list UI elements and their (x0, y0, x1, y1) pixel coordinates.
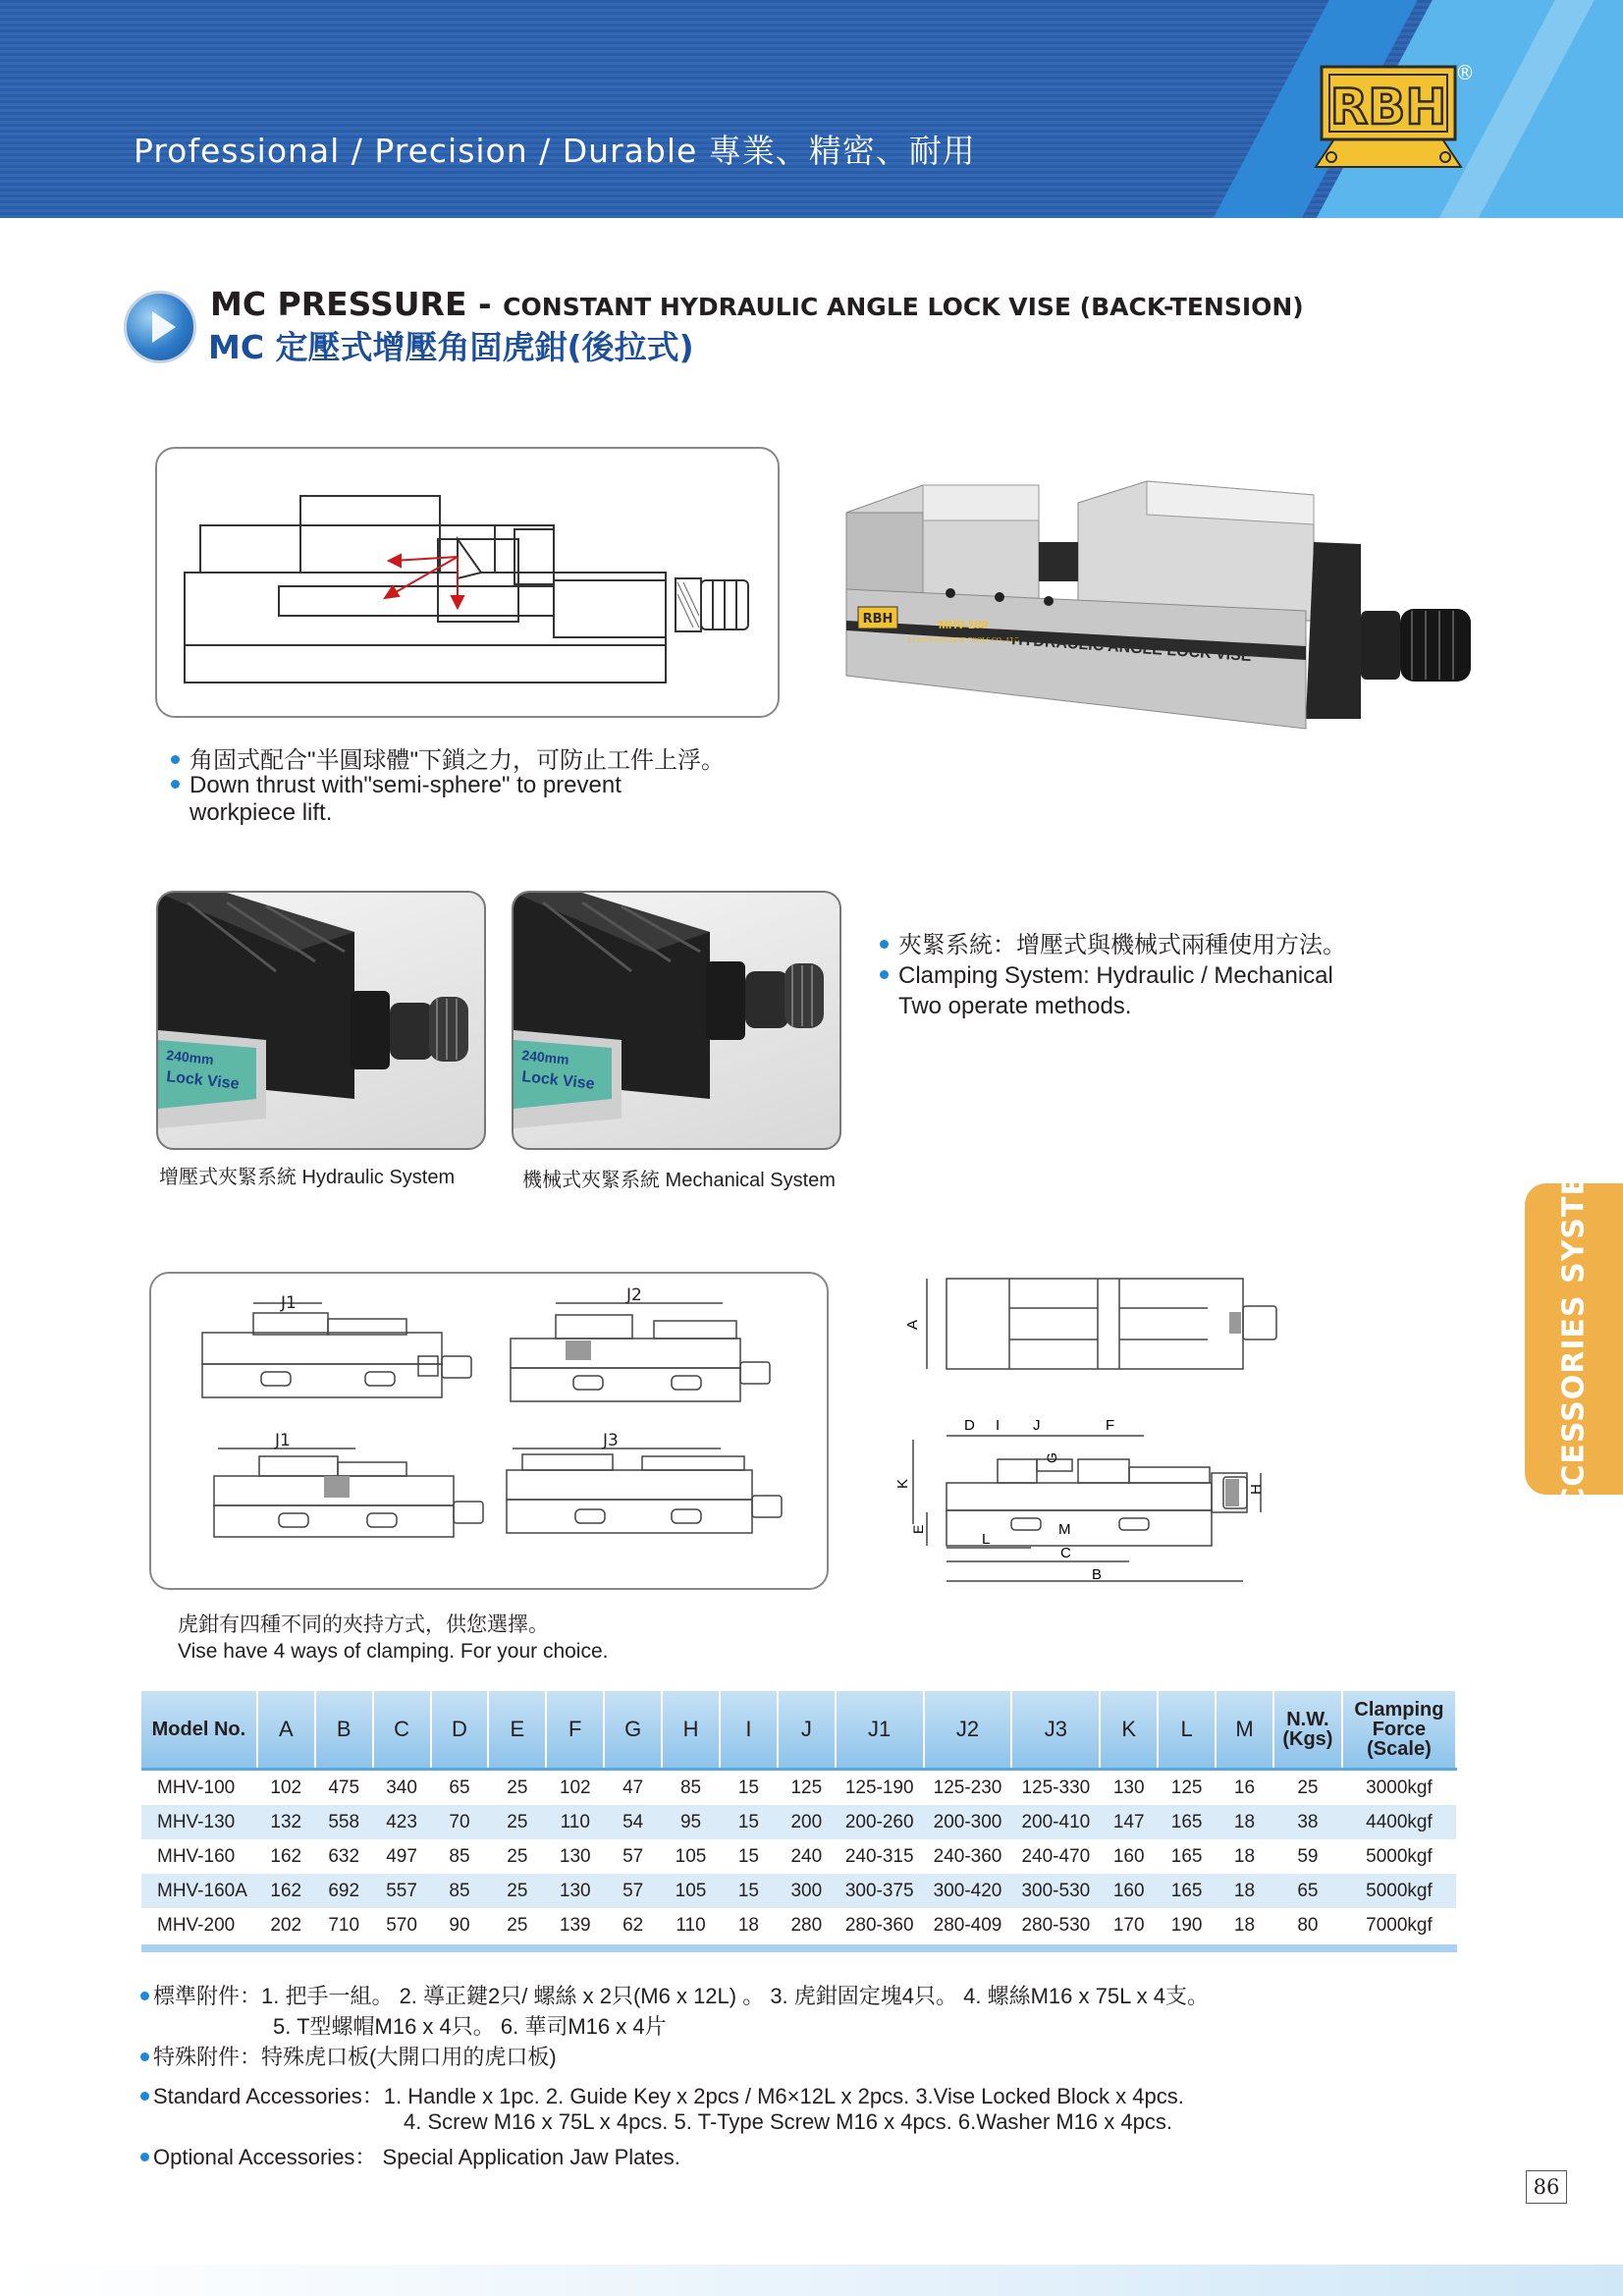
table-header: H (662, 1691, 720, 1770)
page-header (0, 0, 1623, 218)
std-accessories-en-text: Standard Accessories：1. Handle x 1pc. 2. Guide Key x 2pcs / M6×12L x 2pcs. 3.Vise Locked Block x 4pcs. (153, 2084, 1184, 2108)
spec-cell: 18 (1216, 1805, 1273, 1839)
spec-cell: 3000kgf (1366, 1777, 1433, 1798)
spec-cell: 423 (373, 1805, 431, 1839)
spec-cell: 280 (790, 1914, 823, 1936)
clamping-ways-en: Vise have 4 ways of clamping. For your choice. (178, 1640, 609, 1663)
spec-cell: 80 (1297, 1914, 1319, 1936)
table-header: D (431, 1691, 489, 1770)
table-row (141, 1770, 1456, 1806)
spec-cell: 170 (1112, 1914, 1145, 1936)
hydraulic-system-photo (156, 891, 486, 1150)
spec-cell: 70 (431, 1805, 489, 1839)
dim-label: B (1092, 1566, 1103, 1583)
spec-cell: 85 (449, 1845, 470, 1867)
spec-cell: 102 (559, 1777, 591, 1798)
bullet-icon (880, 970, 889, 979)
dim-label: L (982, 1531, 991, 1548)
spec-cell: 85 (431, 1874, 489, 1908)
spec-cell: 632 (328, 1845, 360, 1867)
spec-cell: 147 (1100, 1805, 1158, 1839)
hydraulic-photo-drawing (158, 893, 484, 1148)
spec-cell: 340 (386, 1777, 417, 1798)
spec-cell: 47 (622, 1777, 644, 1798)
bullet-icon (140, 2092, 149, 2101)
title-main: MC PRESSURE - (210, 285, 504, 323)
photo-label: Lock Vise (520, 1068, 596, 1093)
table-header: J1 (836, 1691, 924, 1770)
spec-cell: 18 (737, 1914, 759, 1936)
spec-cell: 4400kgf (1342, 1805, 1456, 1839)
dim-label: M (1058, 1521, 1071, 1538)
feature2-zh (880, 925, 1346, 959)
spec-cell: 125-330 (1021, 1777, 1091, 1798)
clamping-drawing (151, 1274, 827, 1588)
spec-cell: 15 (737, 1777, 759, 1798)
cross-section-diagram (155, 447, 780, 718)
table-header: I (720, 1691, 778, 1770)
spec-cell: 125 (790, 1777, 823, 1798)
header-tagline: Professional / Precision / Durable 專業、精密、耐用 (134, 132, 976, 170)
spec-cell: 300 (778, 1874, 836, 1908)
table-header: A (257, 1691, 315, 1770)
model-cell: MHV-160A (141, 1874, 257, 1908)
spec-cell: 557 (373, 1874, 431, 1908)
table-row (141, 1908, 1456, 1942)
spec-cell: 18 (1233, 1845, 1256, 1867)
table-header: J2 (924, 1691, 1012, 1770)
model-cell: MHV-100 (157, 1777, 236, 1798)
spec-cell: 25 (488, 1874, 546, 1908)
spec-cell: 105 (675, 1845, 707, 1867)
spec-cell: 110 (676, 1914, 706, 1936)
spec-cell: 240-470 (1021, 1845, 1091, 1867)
spec-cell: 110 (546, 1805, 604, 1839)
std-accessories-zh-line2: 5. T型螺帽M16 x 4只。 6. 華司M16 x 4片 (273, 2014, 667, 2039)
feature2-en-line2: Two operate methods. (898, 993, 1132, 1019)
dim-label: H (1248, 1484, 1265, 1495)
photo-label: 240mm (165, 1047, 215, 1068)
spec-cell: 85 (679, 1777, 702, 1798)
spec-cell: 130 (559, 1845, 591, 1867)
hydraulic-caption: 增壓式夾緊系統 Hydraulic System (159, 1167, 456, 1188)
spec-cell: 570 (386, 1914, 417, 1936)
feature1-en-line2: workpiece lift. (189, 799, 333, 826)
dim-label: I (996, 1417, 1001, 1434)
dim-label: K (894, 1478, 911, 1489)
table-row (141, 1839, 1456, 1874)
spec-cell: 125 (1170, 1777, 1203, 1798)
clamping-label: J3 (603, 1431, 619, 1450)
table-bottom-rule (141, 1944, 1457, 1952)
photo-plate-model: MHV-100 (939, 618, 989, 631)
spec-cell: 105 (662, 1874, 720, 1908)
table-header: C (373, 1691, 431, 1770)
rbh-logo (1310, 61, 1467, 171)
spec-cell: 162 (270, 1845, 302, 1867)
spec-cell: 65 (1273, 1874, 1342, 1908)
spec-cell: 7000kgf (1366, 1914, 1433, 1936)
spec-cell: 95 (662, 1805, 720, 1839)
photo-brand: RBH (862, 612, 893, 627)
spec-cell: 25 (507, 1914, 528, 1936)
spec-cell: 25 (507, 1777, 528, 1798)
spec-table-body (141, 1770, 1456, 1943)
spec-cell: 240-360 (933, 1845, 1002, 1867)
spec-cell: 57 (622, 1845, 644, 1867)
std-accessories-zh (140, 1980, 1209, 2010)
bullet-icon (171, 780, 180, 789)
play-arrow-icon (124, 291, 196, 363)
spec-cell: 62 (622, 1914, 644, 1936)
spec-cell: 54 (604, 1805, 662, 1839)
page-title-en (210, 285, 1304, 323)
spec-cell: 139 (559, 1914, 591, 1936)
spec-cell: 125-230 (933, 1777, 1002, 1798)
spec-cell: 25 (488, 1805, 546, 1839)
opt-accessories-zh-text: 特殊附件：特殊虎口板(大開口用的虎口板) (153, 2045, 557, 2069)
spec-cell: 90 (449, 1914, 470, 1936)
spec-cell: 162 (257, 1874, 315, 1908)
spec-cell: 300-420 (924, 1874, 1012, 1908)
spec-cell: 165 (1170, 1845, 1203, 1867)
spec-cell: 102 (270, 1777, 302, 1798)
clamping-ways-zh: 虎鉗有四種不同的夾持方式，供您選擇。 (178, 1613, 549, 1636)
feature2-zh-text: 夾緊系統：增壓式與機械式兩種使用方法。 (898, 932, 1346, 958)
vise-product-photo (842, 473, 1481, 744)
spec-cell: 130 (546, 1874, 604, 1908)
bullet-icon (880, 940, 889, 949)
dim-label: C (1060, 1545, 1071, 1561)
spec-cell: 300-530 (1011, 1874, 1100, 1908)
mechanical-photo-drawing (514, 893, 839, 1148)
spec-cell: 18 (1233, 1914, 1256, 1936)
table-header: Clamping Force (Scale) (1342, 1691, 1456, 1770)
dim-label: D (964, 1417, 975, 1434)
spec-cell: 692 (315, 1874, 373, 1908)
registered-mark: ® (1455, 61, 1475, 84)
std-accessories-en-line2: 4. Screw M16 x 75L x 4pcs. 5. T-Type Screw M16 x 4pcs. 6.Washer M16 x 4pcs. (404, 2109, 1172, 2134)
photo-label: Lock Vise (165, 1068, 241, 1093)
cross-section-drawing (157, 449, 778, 716)
table-header: J3 (1011, 1691, 1100, 1770)
opt-accessories-zh (140, 2041, 557, 2071)
spec-cell: 25 (1297, 1777, 1319, 1798)
feature1-zh-text: 角固式配合"半圓球體"下鎖之力，可防止工件上浮。 (189, 747, 726, 774)
model-cell: MHV-200 (157, 1914, 236, 1936)
page-title-zh: MC 定壓式增壓角固虎鉗(後拉式) (208, 328, 694, 366)
spec-cell: 475 (328, 1777, 360, 1798)
bullet-icon (140, 2052, 149, 2061)
model-cell: MHV-160 (157, 1845, 236, 1867)
spec-cell: 497 (386, 1845, 417, 1867)
std-accessories-en (140, 2080, 1184, 2110)
dim-label: F (1106, 1417, 1115, 1434)
spec-cell: 15 (720, 1805, 778, 1839)
spec-cell: 300-375 (836, 1874, 924, 1908)
table-header-row (141, 1691, 1456, 1770)
dim-label: J (1033, 1417, 1041, 1434)
title-sub: CONSTANT HYDRAULIC ANGLE LOCK VISE (BACK-TENSION) (503, 293, 1304, 321)
clamping-label: J2 (626, 1285, 642, 1305)
bullet-icon (171, 755, 180, 764)
footer-bar (0, 2265, 1623, 2296)
side-tab-label: ACCESSORIES SYSTEM (1556, 1144, 1592, 1533)
spec-cell: 240-315 (844, 1845, 914, 1867)
table-row (141, 1874, 1456, 1908)
table-header: E (488, 1691, 546, 1770)
spec-cell: 65 (449, 1777, 470, 1798)
page-number: 86 (1526, 2170, 1567, 2204)
feature1-en-text: Down thrust with"semi-sphere" to prevent (189, 772, 622, 798)
bullet-icon (140, 2153, 149, 2161)
mechanical-system-photo (512, 891, 841, 1150)
clamping-label: J1 (281, 1293, 297, 1313)
photo-label: 240mm (520, 1047, 570, 1068)
spec-cell: 240 (790, 1845, 823, 1867)
feature2-en-text: Clamping System: Hydraulic / Mechanical (898, 962, 1333, 989)
spec-cell: 25 (507, 1845, 528, 1867)
model-cell: MHV-130 (141, 1805, 257, 1839)
rbh-logo-text: RBH (1329, 79, 1447, 136)
spec-cell: 165 (1158, 1874, 1216, 1908)
opt-accessories-en (140, 2141, 680, 2171)
table-header: K (1100, 1691, 1158, 1770)
spec-cell: 280-530 (1021, 1914, 1091, 1936)
dim-label: A (904, 1319, 921, 1330)
clamping-methods-diagram (149, 1272, 829, 1590)
feature1-en (171, 772, 622, 799)
dimension-diagram (884, 1267, 1286, 1591)
spec-cell: 202 (270, 1914, 302, 1936)
spec-cell: 18 (1216, 1874, 1273, 1908)
table-header: F (546, 1691, 604, 1770)
spec-cell: 15 (737, 1845, 759, 1867)
spec-cell: 280-409 (933, 1914, 1002, 1936)
table-header: L (1158, 1691, 1216, 1770)
bullet-icon (140, 1992, 149, 2000)
dim-label: E (910, 1524, 926, 1534)
spec-cell: 125-190 (844, 1777, 914, 1798)
spec-cell: 190 (1170, 1914, 1203, 1936)
spec-cell: 165 (1158, 1805, 1216, 1839)
table-header: B (315, 1691, 373, 1770)
spec-cell: 280-360 (844, 1914, 914, 1936)
table-header: Model No. (141, 1691, 257, 1770)
spec-cell: 5000kgf (1342, 1874, 1456, 1908)
spec-table (141, 1691, 1457, 1942)
spec-cell: 38 (1273, 1805, 1342, 1839)
feature1-zh (171, 740, 725, 775)
spec-cell: 160 (1100, 1874, 1158, 1908)
spec-cell: 200-260 (836, 1805, 924, 1839)
mechanical-caption: 機械式夾緊系統 Mechanical System (522, 1170, 836, 1191)
feature2-en (880, 962, 1333, 990)
table-header: G (604, 1691, 662, 1770)
photo-plate-company: E CHUN MACHINE TOOLS CO., LTD (907, 636, 1020, 644)
photo-side-text: HYDRAULIC ANGLE LOCK VISE (1010, 631, 1253, 666)
spec-cell: 160 (1112, 1845, 1145, 1867)
dim-label: G (1044, 1452, 1059, 1463)
spec-cell: 59 (1297, 1845, 1319, 1867)
spec-cell: 132 (257, 1805, 315, 1839)
table-header: J (778, 1691, 836, 1770)
spec-cell: 130 (1112, 1777, 1145, 1798)
table-header: N.W. (Kgs) (1273, 1691, 1342, 1770)
spec-cell: 200 (778, 1805, 836, 1839)
spec-cell: 200-410 (1011, 1805, 1100, 1839)
clamping-label: J1 (275, 1431, 291, 1450)
spec-cell: 57 (604, 1874, 662, 1908)
table-row (141, 1805, 1456, 1839)
spec-cell: 16 (1233, 1777, 1256, 1798)
spec-cell: 5000kgf (1366, 1845, 1433, 1867)
std-accessories-zh-text: 標準附件：1. 把手一組。 2. 導正鍵2只/ 螺絲 x 2只(M6 x 12L) 。 3. 虎鉗固定塊4只。 4. 螺絲M16 x 75L x 4支。 (153, 1984, 1209, 2008)
spec-cell: 200-300 (924, 1805, 1012, 1839)
opt-accessories-en-text: Optional Accessories： Special Application Jaw Plates. (153, 2145, 680, 2169)
spec-cell: 558 (315, 1805, 373, 1839)
spec-cell: 15 (720, 1874, 778, 1908)
table-header: M (1216, 1691, 1273, 1770)
spec-cell: 710 (328, 1914, 360, 1936)
